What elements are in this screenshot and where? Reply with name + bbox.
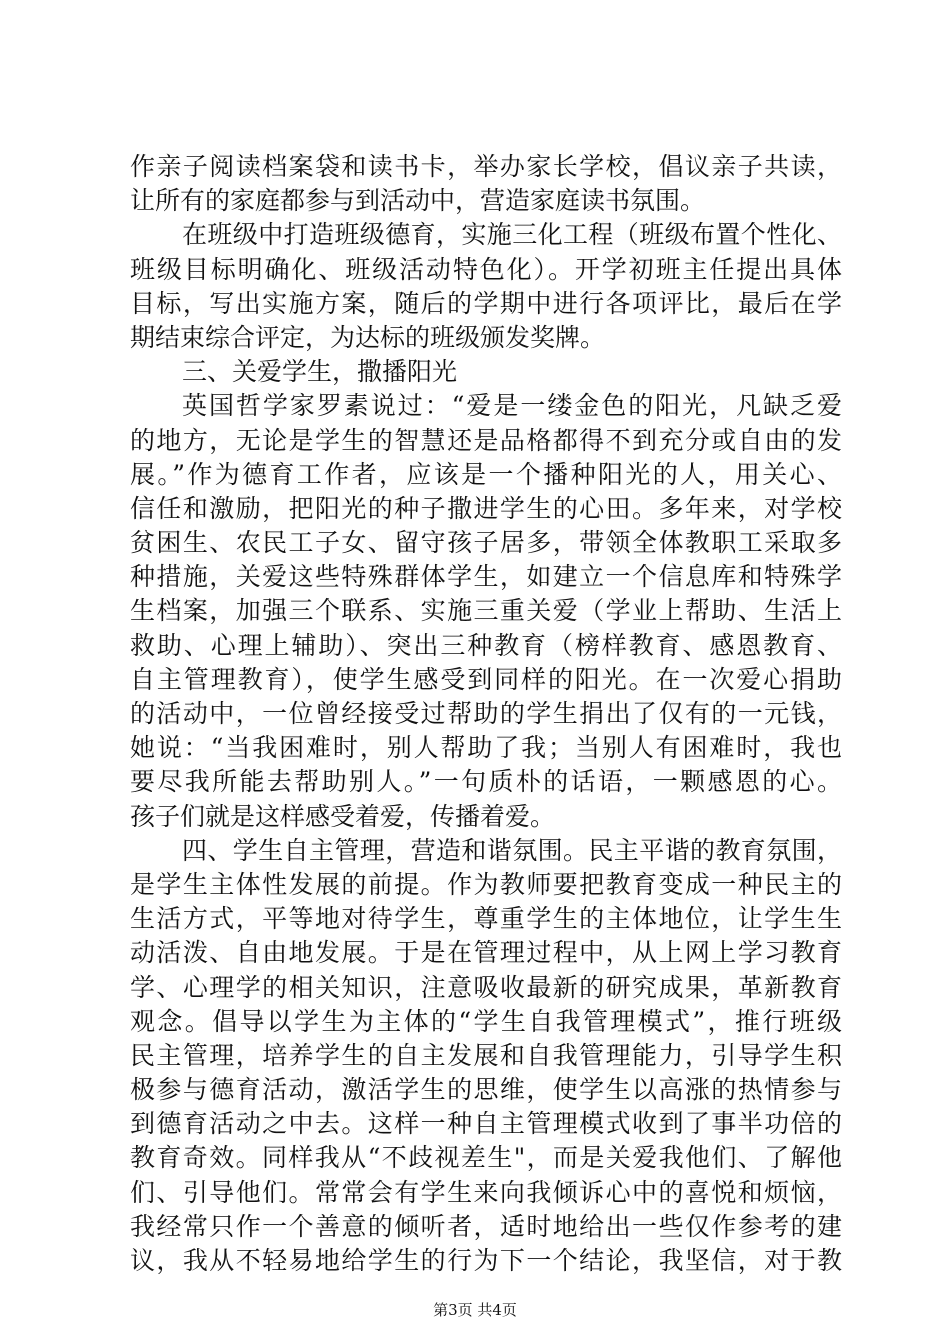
body-line: 目标，写出实施方案，随后的学期中进行各项评比，最后在学: [130, 288, 842, 318]
body-line: 作亲子阅读档案袋和读书卡，举办家长学校，倡议亲子共读，: [130, 152, 842, 181]
body-line: 教育奇效。同样我从“不歧视差生"，而是关爱我他们、了解他: [130, 1143, 842, 1173]
body-line: 孩子们就是这样感受着爱，传播着爱。: [130, 801, 556, 831]
paragraph-start-line: 在班级中打造班级德育，实施三化工程（班级布置个性化、: [182, 220, 842, 250]
body-line: 是学生主体性发展的前提。作为教师要把教育变成一种民主的: [130, 869, 842, 899]
body-line: 让所有的家庭都参与到活动中，营造家庭读书氛围。: [130, 186, 706, 216]
body-line: 贫困生、农民工子女、留守孩子居多，带领全体教职工采取多: [130, 528, 842, 558]
body-line: 观念。倡导以学生为主体的“学生自我管理模式”，推行班级: [130, 1006, 842, 1036]
body-line: 的活动中，一位曾经接受过帮助的学生捐出了仅有的一元钱，: [130, 699, 842, 728]
body-line: 种措施，关爱这些特殊群体学生，如建立一个信息库和特殊学: [130, 562, 842, 592]
body-line: 生档案，加强三个联系、实施三重关爱（学业上帮助、生活上: [130, 596, 842, 626]
body-line: 我经常只作一个善意的倾听者，适时地给出一些仅作参考的建: [130, 1211, 842, 1241]
section-heading-line: 四、学生自主管理，营造和谐氛围。民主平谐的教育氛围，: [182, 835, 842, 865]
body-line: 班级目标明确化、班级活动特色化）。开学初班主任提出具体: [130, 254, 842, 284]
body-line: 救助、心理上辅助）、突出三种教育（榜样教育、感恩教育、: [130, 630, 842, 660]
body-line: 展。”作为德育工作者，应该是一个播种阳光的人，用关心、: [130, 459, 842, 489]
document-body: [130, 150, 842, 1278]
paragraph-start-line: 英国哲学家罗素说过：“爱是一缕金色的阳光，凡缺乏爱: [182, 391, 842, 421]
body-line: 极参与德育活动，激活学生的思维，使学生以高涨的热情参与: [130, 1075, 842, 1105]
body-line: 期结束综合评定，为达标的班级颁发奖牌。: [130, 322, 606, 352]
page-number-footer: 第3页 共4页: [433, 1301, 517, 1319]
body-line: 生活方式，平等地对待学生，尊重学生的主体地位，让学生生: [130, 904, 842, 934]
body-line: 学、心理学的相关知识，注意吸收最新的研究成果，革新教育: [130, 972, 842, 1002]
body-line: 到德育活动之中去。这样一种自主管理模式收到了事半功倍的: [130, 1109, 842, 1139]
body-line: 的地方，无论是学生的智慧还是品格都得不到充分或自由的发: [130, 425, 842, 455]
body-line: 要尽我所能去帮助别人。”一句质朴的话语，一颗感恩的心。: [130, 767, 842, 797]
body-line: 信任和激励，把阳光的种子撒进学生的心田。多年来，对学校: [130, 493, 842, 523]
body-line: 动活泼、自由地发展。于是在管理过程中，从上网上学习教育: [130, 938, 842, 968]
body-line: 自主管理教育），使学生感受到同样的阳光。在一次爱心捐助: [130, 664, 842, 694]
body-line: 民主管理，培养学生的自主发展和自我管理能力，引导学生积: [130, 1040, 842, 1070]
body-line: 她说：“当我困难时，别人帮助了我；当别人有困难时，我也: [130, 733, 842, 763]
body-line: 议，我从不轻易地给学生的行为下一个结论，我坚信，对于教: [130, 1246, 842, 1275]
body-line: 们、引导他们。常常会有学生来向我倾诉心中的喜悦和烦恼，: [130, 1177, 842, 1207]
section-heading: 三、关爱学生，撒播阳光: [182, 357, 458, 387]
